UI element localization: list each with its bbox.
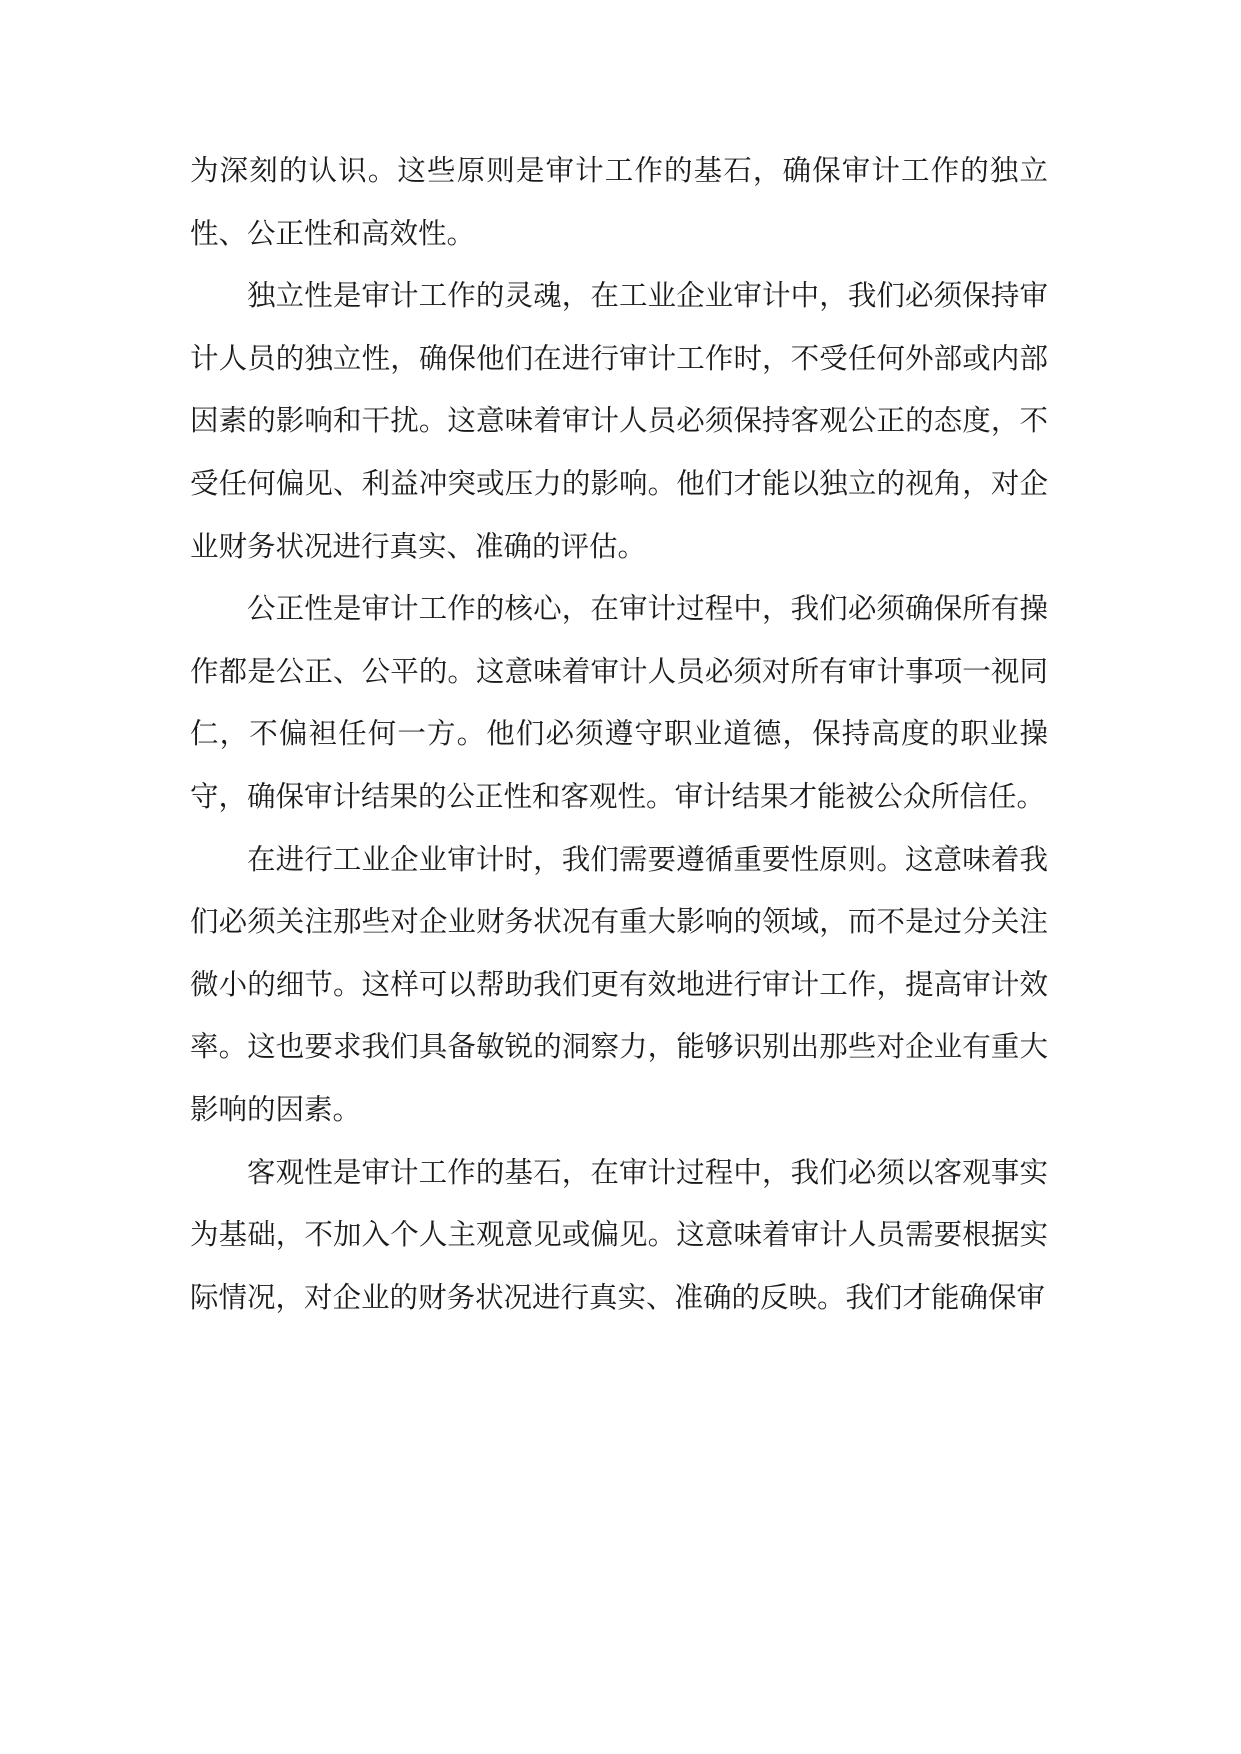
- paragraph-objectivity: 客观性是审计工作的基石，在审计过程中，我们必须以客观事实为基础，不加入个人主观意见或偏见。这意味着审计人员需要根据实际情况，对企业的财务状况进行真实、准确的反映。我们才能确保审: [190, 1155, 1048, 1314]
- paragraph-fairness: 公正性是审计工作的核心，在审计过程中，我们必须确保所有操作都是公正、公平的。这意味着审计人员必须对所有审计事项一视同仁，不偏袒任何一方。他们必须遵守职业道德，保持高度的职业操守，确保审计结果的公正性和客观性。审计结果才能被公众所信任。: [190, 592, 1048, 813]
- document-body: [190, 140, 1048, 1329]
- paragraph-continuation: 为深刻的认识。这些原则是审计工作的基石，确保审计工作的独立性、公正性和高效性。: [190, 154, 1048, 250]
- paragraph-materiality: 在进行工业企业审计时，我们需要遵循重要性原则。这意味着我们必须关注那些对企业财务状况有重大影响的领域，而不是过分关注微小的细节。这样可以帮助我们更有效地进行审计工作，提高审计效率。这也要求我们具备敏锐的洞察力，能够识别出那些对企业有重大影响的因素。: [190, 842, 1048, 1126]
- paragraph-independence: 独立性是审计工作的灵魂，在工业企业审计中，我们必须保持审计人员的独立性，确保他们在进行审计工作时，不受任何外部或内部因素的影响和干扰。这意味着审计人员必须保持客观公正的态度，不受任何偏见、利益冲突或压力的影响。他们才能以独立的视角，对企业财务状况进行真实、准确的评估。: [190, 279, 1048, 563]
